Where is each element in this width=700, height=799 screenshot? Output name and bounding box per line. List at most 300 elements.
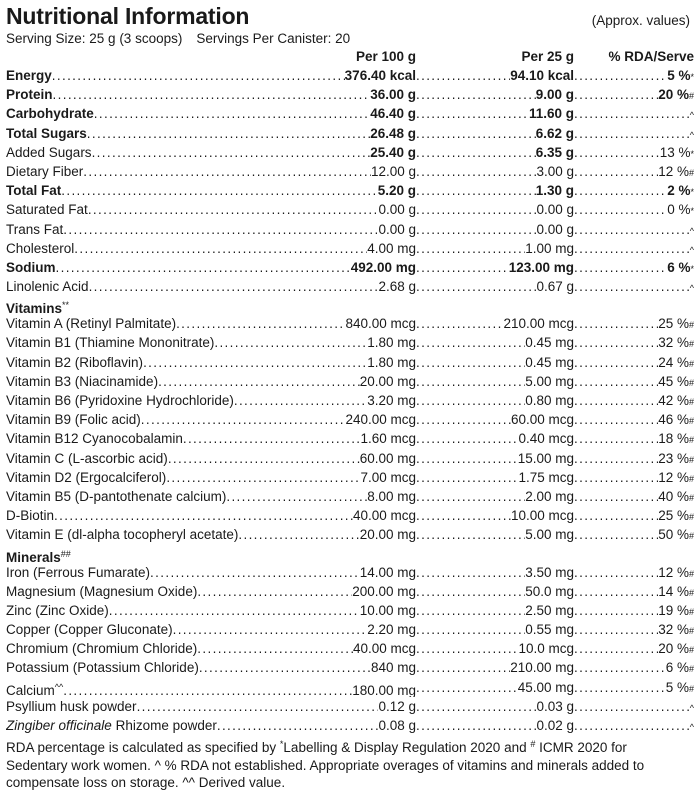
leader-dots (574, 449, 658, 468)
nutrient-name-cell (6, 410, 416, 429)
rda-value: 12 % (658, 469, 689, 485)
per25-cell (416, 601, 574, 620)
per100-value: 20.00 mg (359, 527, 416, 543)
rda-cell (574, 162, 694, 181)
leader-dots (574, 639, 658, 658)
per100-value: 20.00 mg (359, 373, 416, 389)
per100-value: 0.00 g (378, 202, 416, 218)
rda-cell (574, 391, 694, 410)
rda-value: 25 % (658, 316, 689, 332)
leader-dots (574, 487, 658, 506)
rda-cell (574, 258, 694, 277)
rda-cell (574, 181, 694, 200)
per100-value: 60.00 mg (359, 450, 416, 466)
table-row (6, 620, 694, 639)
per25-cell (416, 258, 574, 277)
rda-cell (574, 449, 694, 468)
rda-cell (574, 239, 694, 258)
rda-mark: # (688, 397, 694, 407)
leader-dots (238, 525, 359, 544)
per25-cell (416, 582, 574, 601)
leader-dots (416, 353, 525, 372)
leader-dots (574, 258, 667, 277)
table-row (6, 487, 694, 506)
leader-dots (416, 162, 536, 181)
leader-dots (416, 391, 525, 410)
leader-dots (416, 582, 525, 601)
nutrient-name-text: Total Fat (6, 183, 62, 199)
rda-mark: # (688, 358, 694, 369)
per25-value: 6.35 g (535, 144, 574, 160)
per25-cell (416, 66, 574, 85)
leader-dots (574, 506, 658, 525)
nutrient-name-text: Vitamin B9 (Folic acid) (6, 412, 141, 428)
leader-dots (574, 181, 667, 200)
table-row (6, 85, 694, 104)
nutrient-name (6, 333, 214, 352)
leader-dots (416, 181, 536, 200)
rda-value: 46 % (658, 412, 689, 428)
per25-cell (416, 468, 574, 487)
rda-mark: * (690, 148, 694, 159)
footnote: RDA percentage is calculated as specified by *Labelling & Display Regulation 2020 and # ICMR 2020 for Sedentary work women. ^ % RDA not established. Appropriate overages of vitamins and minerals added to compensate loss on storage. ^^ Derived value. (6, 739, 645, 791)
per25-cell (416, 449, 574, 468)
rda-value: 20 % (658, 87, 689, 103)
rda-cell (574, 487, 694, 506)
nutrient-name-cell (6, 716, 416, 735)
leader-dots (416, 220, 536, 239)
nutrient-name (6, 697, 137, 716)
servings-per-canister: Servings Per Canister: 20 (196, 31, 351, 46)
col-per25: Per 25 g (521, 49, 574, 64)
table-row (6, 181, 694, 200)
per25-value: 94.10 kcal (510, 68, 574, 83)
rda-value: 6 % (667, 259, 691, 275)
per25-value: 2.50 mg (525, 602, 574, 618)
per100-value: 2.20 mg (367, 622, 416, 638)
leader-dots (416, 506, 511, 525)
per25-value: 45.00 mg (517, 679, 574, 695)
nutrient-name-text: Psyllium husk powder (6, 698, 137, 714)
rda-value: 42 % (658, 393, 689, 408)
leader-dots (574, 277, 690, 296)
rda-cell (574, 372, 694, 391)
nutrient-name-cell (6, 258, 416, 277)
rda-value: 14 % (658, 583, 689, 599)
rda-cell (574, 104, 694, 123)
leader-dots (416, 449, 518, 468)
rda-cell (574, 429, 694, 448)
table-row (6, 124, 694, 143)
rda-cell (574, 143, 694, 162)
rda-value: 45 % (658, 373, 689, 389)
nutrient-name-text: Vitamin D2 (Ergocalciferol) (6, 469, 167, 485)
leader-dots (61, 181, 377, 200)
leader-dots (574, 104, 690, 123)
per100-value: 25.40 g (370, 144, 416, 160)
rda-cell (574, 66, 694, 85)
leader-dots (416, 239, 525, 258)
rda-cell (574, 353, 694, 372)
nutrient-name-text: Iron (Ferrous Fumarate) (6, 564, 151, 580)
table-row (6, 658, 694, 677)
table-row (6, 200, 694, 219)
nutrient-name (6, 372, 158, 391)
rda-mark: # (688, 167, 694, 178)
table-row (6, 525, 694, 544)
per25-value: 15.00 mg (517, 450, 574, 466)
nutrient-name (6, 277, 89, 296)
per25-value: 0.55 mg (525, 622, 574, 638)
per25-value: 0.80 mg (525, 393, 574, 408)
nutrient-name-mark: ^^ (54, 681, 64, 692)
nutrient-name (6, 678, 63, 697)
leader-dots (416, 678, 518, 697)
leader-dots (416, 487, 525, 506)
leader-dots (416, 314, 503, 333)
mineral-table (6, 563, 694, 736)
nutrient-name (6, 525, 238, 544)
leader-dots (574, 468, 658, 487)
nutrient-name-text: D-Biotin (6, 508, 55, 524)
leader-dots (416, 143, 536, 162)
nutrient-name-cell (6, 506, 416, 525)
column-headers (6, 48, 694, 66)
rda-mark: # (688, 626, 694, 637)
leader-dots (574, 372, 658, 391)
per100-value: 40.00 mcg (352, 641, 416, 657)
nutrient-name (6, 66, 52, 85)
rda-cell (574, 333, 694, 352)
nutrient-name-italic: Zingiber officinale (6, 718, 112, 733)
rda-mark: * (690, 72, 694, 82)
nutrient-name-text: Magnesium (Magnesium Oxide) (6, 583, 198, 599)
nutrient-name-text: Saturated Fat (6, 202, 88, 218)
vitamin-table (6, 314, 694, 544)
nutrient-name (6, 601, 109, 620)
nutrient-name (6, 258, 56, 277)
rda-mark: # (688, 683, 694, 694)
leader-dots (416, 601, 525, 620)
per100-value: 46.40 g (370, 106, 416, 122)
rda-cell (574, 582, 694, 601)
leader-dots (574, 391, 658, 410)
nutrient-table (6, 66, 694, 296)
nutrient-name-text: Chromium (Chromium Chloride) (6, 641, 198, 657)
nutrient-name-text: Vitamin B5 (D-pantothenate calcium) (6, 488, 227, 504)
leader-dots (226, 487, 367, 506)
per100-value: 1.80 mg (367, 354, 416, 370)
rda-cell (574, 220, 694, 239)
per25-value: 5.00 mg (525, 527, 574, 543)
leader-dots (416, 410, 511, 429)
leader-dots (197, 582, 352, 601)
per25-cell (416, 678, 574, 697)
nutrient-name-cell (6, 601, 416, 620)
nutrient-name (6, 429, 183, 448)
nutrient-name-cell (6, 429, 416, 448)
per25-cell (416, 104, 574, 123)
leader-dots (416, 258, 509, 277)
per25-cell (416, 314, 574, 333)
rda-cell (574, 620, 694, 639)
nutrient-name-cell (6, 639, 416, 658)
rda-value: 20 % (658, 641, 689, 657)
per25-cell (416, 620, 574, 639)
nutrient-name (6, 104, 94, 123)
per25-cell (416, 658, 574, 677)
nutrient-name (6, 449, 168, 468)
leader-dots (89, 277, 379, 296)
nutrient-name-suffix: Rhizome powder (111, 718, 217, 733)
nutrient-name-text: Calcium (6, 682, 55, 697)
rda-mark: # (688, 492, 694, 503)
per25-cell (416, 639, 574, 658)
vitamins-heading: Vitamins** (6, 300, 70, 317)
per100-value: 376.40 kcal (344, 68, 416, 83)
leader-dots (574, 333, 658, 352)
per25-value: 11.60 g (528, 106, 574, 122)
per25-cell (416, 487, 574, 506)
table-row (6, 314, 694, 333)
per100-value: 1.60 mcg (360, 431, 416, 447)
per25-cell (416, 525, 574, 544)
table-row (6, 391, 694, 410)
nutrient-name-cell (6, 658, 416, 677)
leader-dots (143, 353, 367, 372)
nutrient-name-cell (6, 391, 416, 410)
rda-value: 19 % (658, 602, 689, 618)
leader-dots (63, 220, 378, 239)
rda-cell (574, 678, 694, 697)
rda-cell (574, 716, 694, 735)
per25-cell (416, 181, 574, 200)
table-row (6, 220, 694, 239)
leader-dots (88, 200, 379, 219)
rda-mark: * (690, 263, 694, 274)
rda-value: 50 % (658, 527, 689, 543)
per100-value: 0.00 g (378, 221, 416, 237)
leader-dots (54, 506, 353, 525)
nutrient-name-cell (6, 277, 416, 296)
leader-dots (234, 391, 367, 410)
nutrient-name-text: Potassium (Potassium Chloride) (6, 660, 199, 676)
leader-dots (416, 620, 525, 639)
rda-value: 18 % (658, 431, 689, 447)
nutrient-name-text: Vitamin A (Retinyl Palmitate) (6, 316, 177, 332)
rda-value: 6 % (665, 660, 689, 676)
leader-dots (574, 678, 666, 697)
per25-value: 0.45 mg (525, 354, 574, 370)
table-row (6, 162, 694, 181)
rda-cell (574, 85, 694, 104)
per25-cell (416, 506, 574, 525)
per100-value: 2.68 g (378, 279, 416, 295)
nutrient-name-text: Vitamin B2 (Riboflavin) (6, 354, 144, 370)
table-row (6, 563, 694, 582)
rda-value: 23 % (658, 450, 689, 466)
nutrient-name-cell (6, 525, 416, 544)
leader-dots (56, 258, 351, 277)
table-row (6, 716, 694, 735)
nutrient-name (6, 391, 234, 410)
per100-value: 840.00 mcg (345, 316, 416, 332)
per25-value: 3.50 mg (525, 564, 574, 580)
leader-dots (416, 85, 536, 104)
table-row (6, 410, 694, 429)
nutrient-name (6, 143, 92, 162)
nutrient-name-text: Vitamin E (dl-alpha tocopheryl acetate) (6, 527, 239, 543)
leader-dots (574, 143, 660, 162)
nutrient-name (6, 239, 74, 258)
per25-value: 2.00 mg (525, 488, 574, 504)
rda-value: 13 % (659, 144, 691, 160)
rda-value: 12 % (658, 163, 689, 179)
table-row (6, 429, 694, 448)
leader-dots (168, 449, 360, 468)
per25-cell (416, 85, 574, 104)
rda-mark: ^ (689, 225, 694, 236)
per100-value: 0.08 g (378, 718, 416, 733)
per25-cell (416, 162, 574, 181)
per25-cell (416, 239, 574, 258)
per100-value: 4.00 mg (367, 240, 416, 256)
per100-value: 10.00 mg (359, 602, 416, 618)
per100-value: 26.48 g (370, 125, 416, 141)
nutrient-name (6, 124, 87, 143)
leader-dots (574, 697, 690, 716)
rda-mark: ^ (689, 722, 694, 732)
leader-dots (217, 716, 379, 735)
rda-cell (574, 601, 694, 620)
nutrient-name-text: Zinc (Zinc Oxide) (6, 602, 109, 618)
leader-dots (109, 601, 360, 620)
leader-dots (574, 85, 658, 104)
rda-mark: # (688, 320, 694, 331)
leader-dots (150, 563, 360, 582)
nutrient-name-cell (6, 333, 416, 352)
leader-dots (83, 162, 371, 181)
nutrient-name (6, 487, 226, 506)
nutrient-name-cell (6, 563, 416, 582)
nutrient-name-cell (6, 449, 416, 468)
leader-dots (574, 66, 667, 85)
nutrient-name-cell (6, 66, 416, 85)
leader-dots (52, 66, 345, 85)
leader-dots (416, 277, 536, 296)
leader-dots (574, 314, 658, 333)
leader-dots (416, 124, 536, 143)
per25-value: 10.00 mcg (510, 508, 574, 524)
per25-value: 50.0 mg (525, 583, 574, 599)
per25-cell (416, 220, 574, 239)
nutrient-name (6, 639, 197, 658)
per25-value: 3.00 g (536, 163, 574, 179)
leader-dots (416, 66, 510, 85)
table-row (6, 468, 694, 487)
table-row (6, 277, 694, 296)
rda-cell (574, 410, 694, 429)
leader-dots (574, 429, 658, 448)
table-row (6, 639, 694, 658)
nutrient-name-cell (6, 487, 416, 506)
nutrient-name (6, 582, 197, 601)
leader-dots (574, 220, 690, 239)
nutrient-name-cell (6, 582, 416, 601)
per25-cell (416, 563, 574, 582)
table-row (6, 678, 694, 697)
per25-value: 0.02 g (536, 718, 574, 733)
rda-mark: # (688, 435, 694, 446)
rda-value: 32 % (658, 335, 689, 351)
leader-dots (141, 410, 346, 429)
rda-mark: # (688, 339, 694, 350)
leader-dots (92, 143, 371, 162)
nutrient-name-text: Linolenic Acid (6, 279, 89, 295)
rda-cell (574, 200, 694, 219)
rda-mark: ^ (689, 283, 694, 294)
nutrient-name-text: Vitamin C (L-ascorbic acid) (6, 450, 168, 466)
per25-cell (416, 391, 574, 410)
rda-value: 5 % (665, 679, 689, 695)
rda-value: 5 % (667, 68, 691, 83)
leader-dots (94, 104, 370, 123)
rda-mark: # (688, 512, 694, 523)
col-rda: % RDA/Serve (608, 49, 694, 64)
leader-dots (574, 239, 690, 258)
rda-mark: ^ (689, 702, 694, 713)
leader-dots (416, 372, 525, 391)
serving-info (6, 30, 694, 48)
per100-value: 40.00 mcg (352, 508, 416, 524)
per25-value: 0.00 g (536, 221, 574, 237)
per25-value: 1.00 mg (525, 240, 574, 256)
minerals-heading: Minerals## (6, 548, 71, 565)
rda-value: 32 % (658, 622, 689, 638)
nutrient-name (6, 353, 143, 372)
rda-cell (574, 525, 694, 544)
leader-dots (416, 716, 536, 735)
per100-value: 5.20 g (377, 183, 416, 199)
nutrient-name (6, 314, 176, 333)
per25-cell (416, 716, 574, 735)
leader-dots (574, 582, 658, 601)
rda-mark: ^ (689, 244, 694, 255)
rda-mark: ^ (689, 110, 694, 121)
nutrient-name (6, 220, 63, 239)
rda-mark: # (688, 454, 694, 465)
nutrient-name (6, 85, 53, 104)
per25-value: 210.00 mg (510, 660, 574, 676)
leader-dots (416, 200, 536, 219)
leader-dots (416, 525, 525, 544)
nutrient-name-text: Protein (6, 87, 53, 103)
per100-value: 840 mg (370, 660, 416, 676)
leader-dots (214, 333, 367, 352)
nutrient-name-cell (6, 314, 416, 333)
nutrient-name-text: Energy (6, 68, 52, 83)
leader-dots (574, 563, 658, 582)
table-row (6, 372, 694, 391)
col-per100: Per 100 g (355, 49, 416, 64)
per25-cell (416, 200, 574, 219)
leader-dots (137, 697, 379, 716)
nutrient-name-cell (6, 468, 416, 487)
rda-mark: # (688, 473, 694, 484)
table-row (6, 601, 694, 620)
nutrient-name-text: Copper (Copper Gluconate) (6, 622, 173, 638)
per25-cell (416, 372, 574, 391)
